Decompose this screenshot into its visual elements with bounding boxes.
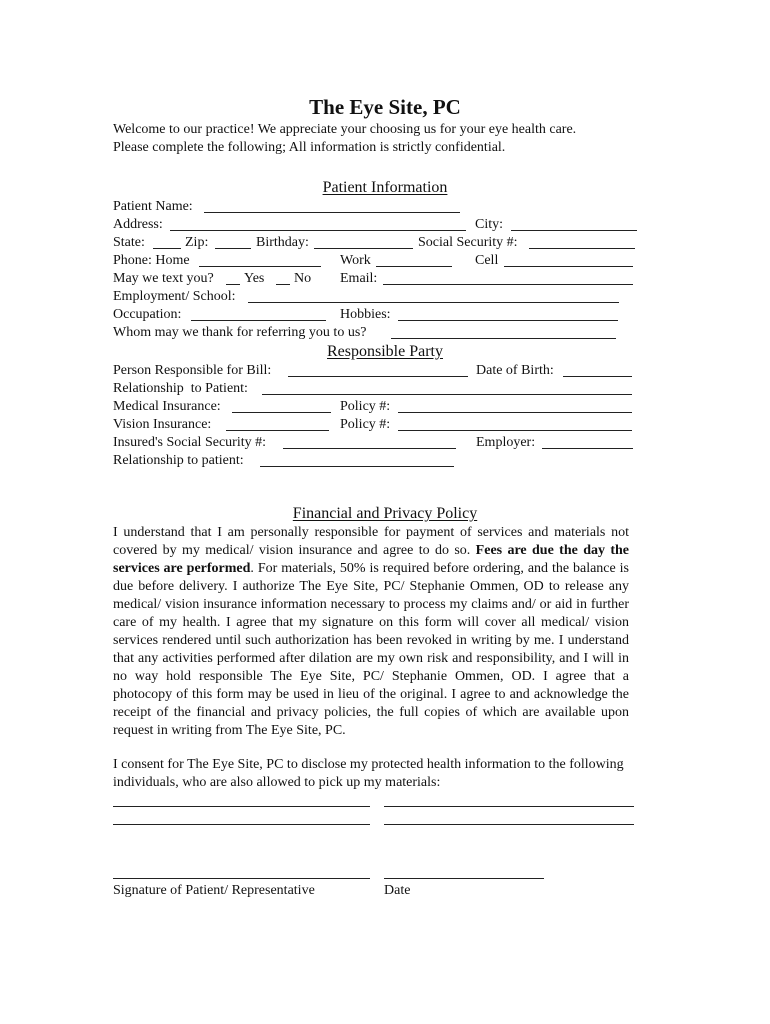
document-title: The Eye Site, PC [309, 95, 461, 119]
relationship-to-patient-label: Relationship to Patient: [113, 381, 248, 396]
relationship-to-patient-field[interactable] [262, 394, 632, 395]
medical-insurance-field[interactable] [232, 412, 331, 413]
phone-home-field[interactable] [199, 266, 321, 267]
policy-2-field[interactable] [398, 430, 632, 431]
address-label: Address: [113, 217, 163, 232]
intro-line-1: Welcome to our practice! We appreciate your choosing us for your eye health care. [113, 122, 577, 137]
occupation-label: Occupation: [113, 307, 182, 322]
yes-label: Yes [244, 271, 265, 286]
insured-ssn-label: Insured's Social Security #: [113, 435, 266, 450]
ssn-field[interactable] [529, 248, 635, 249]
text-no-checkbox[interactable] [276, 284, 290, 285]
address-field[interactable] [170, 230, 466, 231]
patient-name-label: Patient Name: [113, 199, 193, 214]
policy-heading: Financial and Privacy Policy [292, 505, 478, 522]
employer-field[interactable] [542, 448, 633, 449]
relationship-to-patient-2-field[interactable] [260, 466, 454, 467]
patient-info-heading: Patient Information [322, 179, 448, 196]
medical-insurance-label: Medical Insurance: [113, 399, 221, 414]
insured-ssn-field[interactable] [283, 448, 456, 449]
person-responsible-label: Person Responsible for Bill: [113, 363, 272, 378]
dob-field[interactable] [563, 376, 632, 377]
ssn-label: Social Security #: [418, 235, 518, 250]
policy-2-label: Policy #: [340, 417, 391, 432]
authorized-person-4-field[interactable] [384, 824, 634, 825]
city-label: City: [475, 217, 504, 232]
authorized-person-3-field[interactable] [113, 824, 370, 825]
patient-name-field[interactable] [204, 212, 460, 213]
email-field[interactable] [383, 284, 633, 285]
zip-field[interactable] [215, 248, 251, 249]
work-phone-field[interactable] [376, 266, 452, 267]
vision-insurance-label: Vision Insurance: [113, 417, 212, 432]
date-label: Date [384, 883, 411, 898]
employer-label: Employer: [476, 435, 536, 450]
employment-field[interactable] [248, 302, 619, 303]
consent-text: I consent for The Eye Site, PC to disclose my protected health information to the following individuals, who are also allowed to pick up my materials: [113, 757, 624, 790]
may-text-label: May we text you? [113, 271, 214, 286]
cell-phone-field[interactable] [504, 266, 633, 267]
date-field[interactable] [384, 878, 544, 879]
authorized-person-1-field[interactable] [113, 806, 370, 807]
email-label: Email: [340, 271, 378, 286]
person-responsible-field[interactable] [288, 376, 468, 377]
birthday-field[interactable] [314, 248, 413, 249]
policy-text: I understand that I am personally responsible for payment of services and materials not covered by my medical/ vision insurance and agree to do so. Fees are due the day the services are performed. For materials, 50% is required before ordering, and the balance is due before delivery. I authorize The Eye Site, PC/ Stephanie Ommen, OD to release any medical/ vision insurance information necessary to process my claims and/ or aid in further care of my health. I agree that my signature on this form will cover all medical/ vision services rendered until such authorization has been revoked in writing by me. I understand that any activities performed after dilation are my own risk and responsibility, and I will in no way hold responsible The Eye Site, PC/ Stephanie Ommen, OD. I agree that a photocopy of this form may be used in lieu of the original. I agree to and acknowledge the receipt of the financial and privacy policies, the full copies of which are available upon request in writing from The Eye Site, PC. [113, 525, 630, 738]
cell-label: Cell [475, 253, 499, 268]
policy-bold-text: Fees are due the day the services are performed [113, 543, 630, 576]
dob-label: Date of Birth: [476, 363, 554, 378]
responsible-party-heading: Responsible Party [327, 343, 443, 360]
phone-home-label: Phone: Home [113, 253, 190, 268]
policy-1-label: Policy #: [340, 399, 391, 414]
work-label: Work [340, 253, 371, 268]
signature-label: Signature of Patient/ Representative [113, 883, 315, 898]
hobbies-label: Hobbies: [340, 307, 391, 322]
authorized-person-2-field[interactable] [384, 806, 634, 807]
referral-label: Whom may we thank for referring you to us? [113, 325, 367, 340]
city-field[interactable] [511, 230, 637, 231]
relationship-to-patient-2-label: Relationship to patient: [113, 453, 244, 468]
referral-field[interactable] [391, 338, 616, 339]
text-yes-checkbox[interactable] [226, 284, 240, 285]
policy-1-field[interactable] [398, 412, 632, 413]
state-field[interactable] [153, 248, 181, 249]
hobbies-field[interactable] [398, 320, 618, 321]
occupation-field[interactable] [191, 320, 326, 321]
zip-label: Zip: [185, 235, 209, 250]
vision-insurance-field[interactable] [226, 430, 329, 431]
intro-line-2: Please complete the following; All information is strictly confidential. [113, 140, 506, 155]
state-label: State: [113, 235, 145, 250]
birthday-label: Birthday: [256, 235, 309, 250]
employment-label: Employment/ School: [113, 289, 236, 304]
signature-field[interactable] [113, 878, 370, 879]
no-label: No [294, 271, 312, 286]
